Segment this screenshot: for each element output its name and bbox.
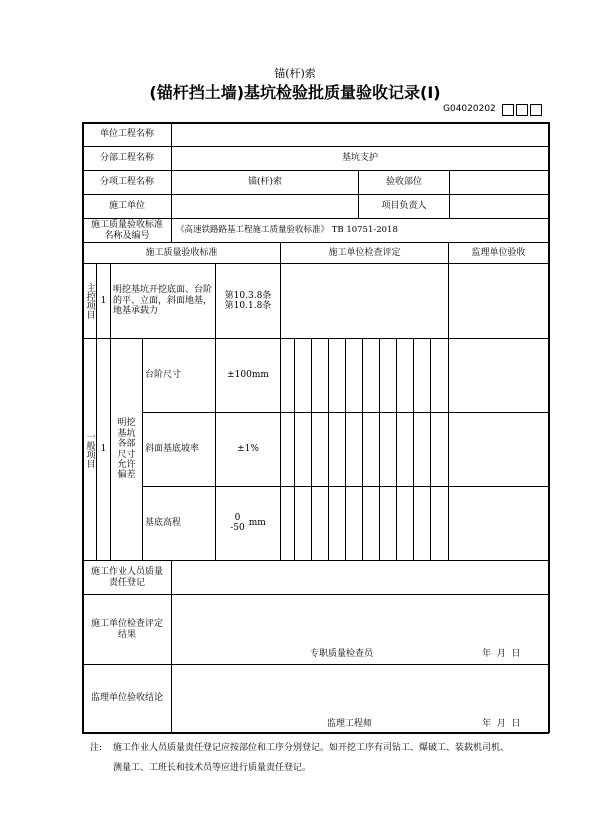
subdivision-label: 分项工程名称 [99,177,154,188]
general-no: 1 [100,444,107,455]
general-row-name: 台阶尺寸 [145,370,182,381]
header-contractor-check: 施工单位检查评定 [328,247,401,258]
main-control-clause: 第10.3.8条 第10.1.8条 [224,290,272,311]
acceptance-part-value[interactable] [450,171,548,194]
form-code: G04020202 [443,104,496,114]
general-row-name: 斜面基底坡率 [145,444,200,455]
unit-project-label: 单位工程名称 [99,129,154,140]
header-standard: 施工质量验收标准 [145,247,218,258]
inspector-date: 年 月 日 [482,649,521,659]
main-control-accept-cell[interactable] [449,264,548,338]
contractor-label: 施工单位 [108,201,145,212]
main-control-no: 1 [100,295,107,306]
general-row-tolerance-elevation [216,487,280,560]
engineer-date: 年 月 日 [482,719,521,729]
general-row-tolerance: ±100mm [227,370,269,381]
worker-reg-value[interactable] [172,561,548,594]
acceptance-part-label: 验收部位 [385,177,422,188]
general-row-tolerance: ±1% [237,444,259,455]
code-box[interactable] [502,104,514,116]
general-category: 一般项目 [84,431,95,468]
standard-value: 《高速铁路路基工程施工质量验收标准》 TB 10751-2018 [176,224,398,235]
unit-project-value[interactable] [172,123,548,146]
header-supervisor-accept: 监理单位验收 [471,247,526,258]
tolerance-unit: mm [248,518,266,529]
contractor-value[interactable] [172,195,358,218]
worker-reg-label: 施工作业人员质量责任登记 [90,567,163,588]
project-manager-label: 项目负责人 [381,201,427,212]
code-box[interactable] [530,104,542,116]
main-control-category: 主控项目 [84,283,95,319]
engineer-label: 监理工程师 [327,719,373,729]
form-subtitle: 锚(杆)索 [274,67,316,80]
project-manager-value[interactable] [450,195,548,218]
form-title: (锚杆挡土墙)基坑检验批质量验收记录(Ⅰ) [149,83,441,102]
note-label: 注: [90,743,103,753]
general-row-name: 基底高程 [145,518,182,529]
supervisor-result-label: 监理单位验收结论 [90,693,163,704]
standard-label: 施工质量验收标准名称及编号 [91,220,164,241]
division-value[interactable]: 基坑支护 [341,153,378,164]
inspector-label: 专职质量检查员 [310,649,374,659]
contractor-result-label: 施工单位检查评定结果 [90,619,163,640]
tolerance-upper: 0 [234,512,241,523]
main-control-item: 明挖基坑开挖底面、台阶的平、立面，斜面地基，地基承载力 [113,285,213,317]
note-line-1: 施工作业人员质量责任登记应按部位和工序分别登记。如开挖工序有司钻工、爆破工、装载机司机、 [113,743,510,753]
division-label: 分部工程名称 [99,153,154,164]
subdivision-value[interactable]: 锚(杆)索 [247,177,283,188]
code-boxes [502,104,542,116]
general-group: 明挖基坑各部尺寸允许偏差 [117,418,136,481]
main-control-check-cell[interactable] [281,264,448,338]
code-box[interactable] [516,104,528,116]
tolerance-lower: -50 [230,522,245,533]
note-line-2: 测量工、工班长和技术员等应进行质量责任登记。 [113,763,312,773]
